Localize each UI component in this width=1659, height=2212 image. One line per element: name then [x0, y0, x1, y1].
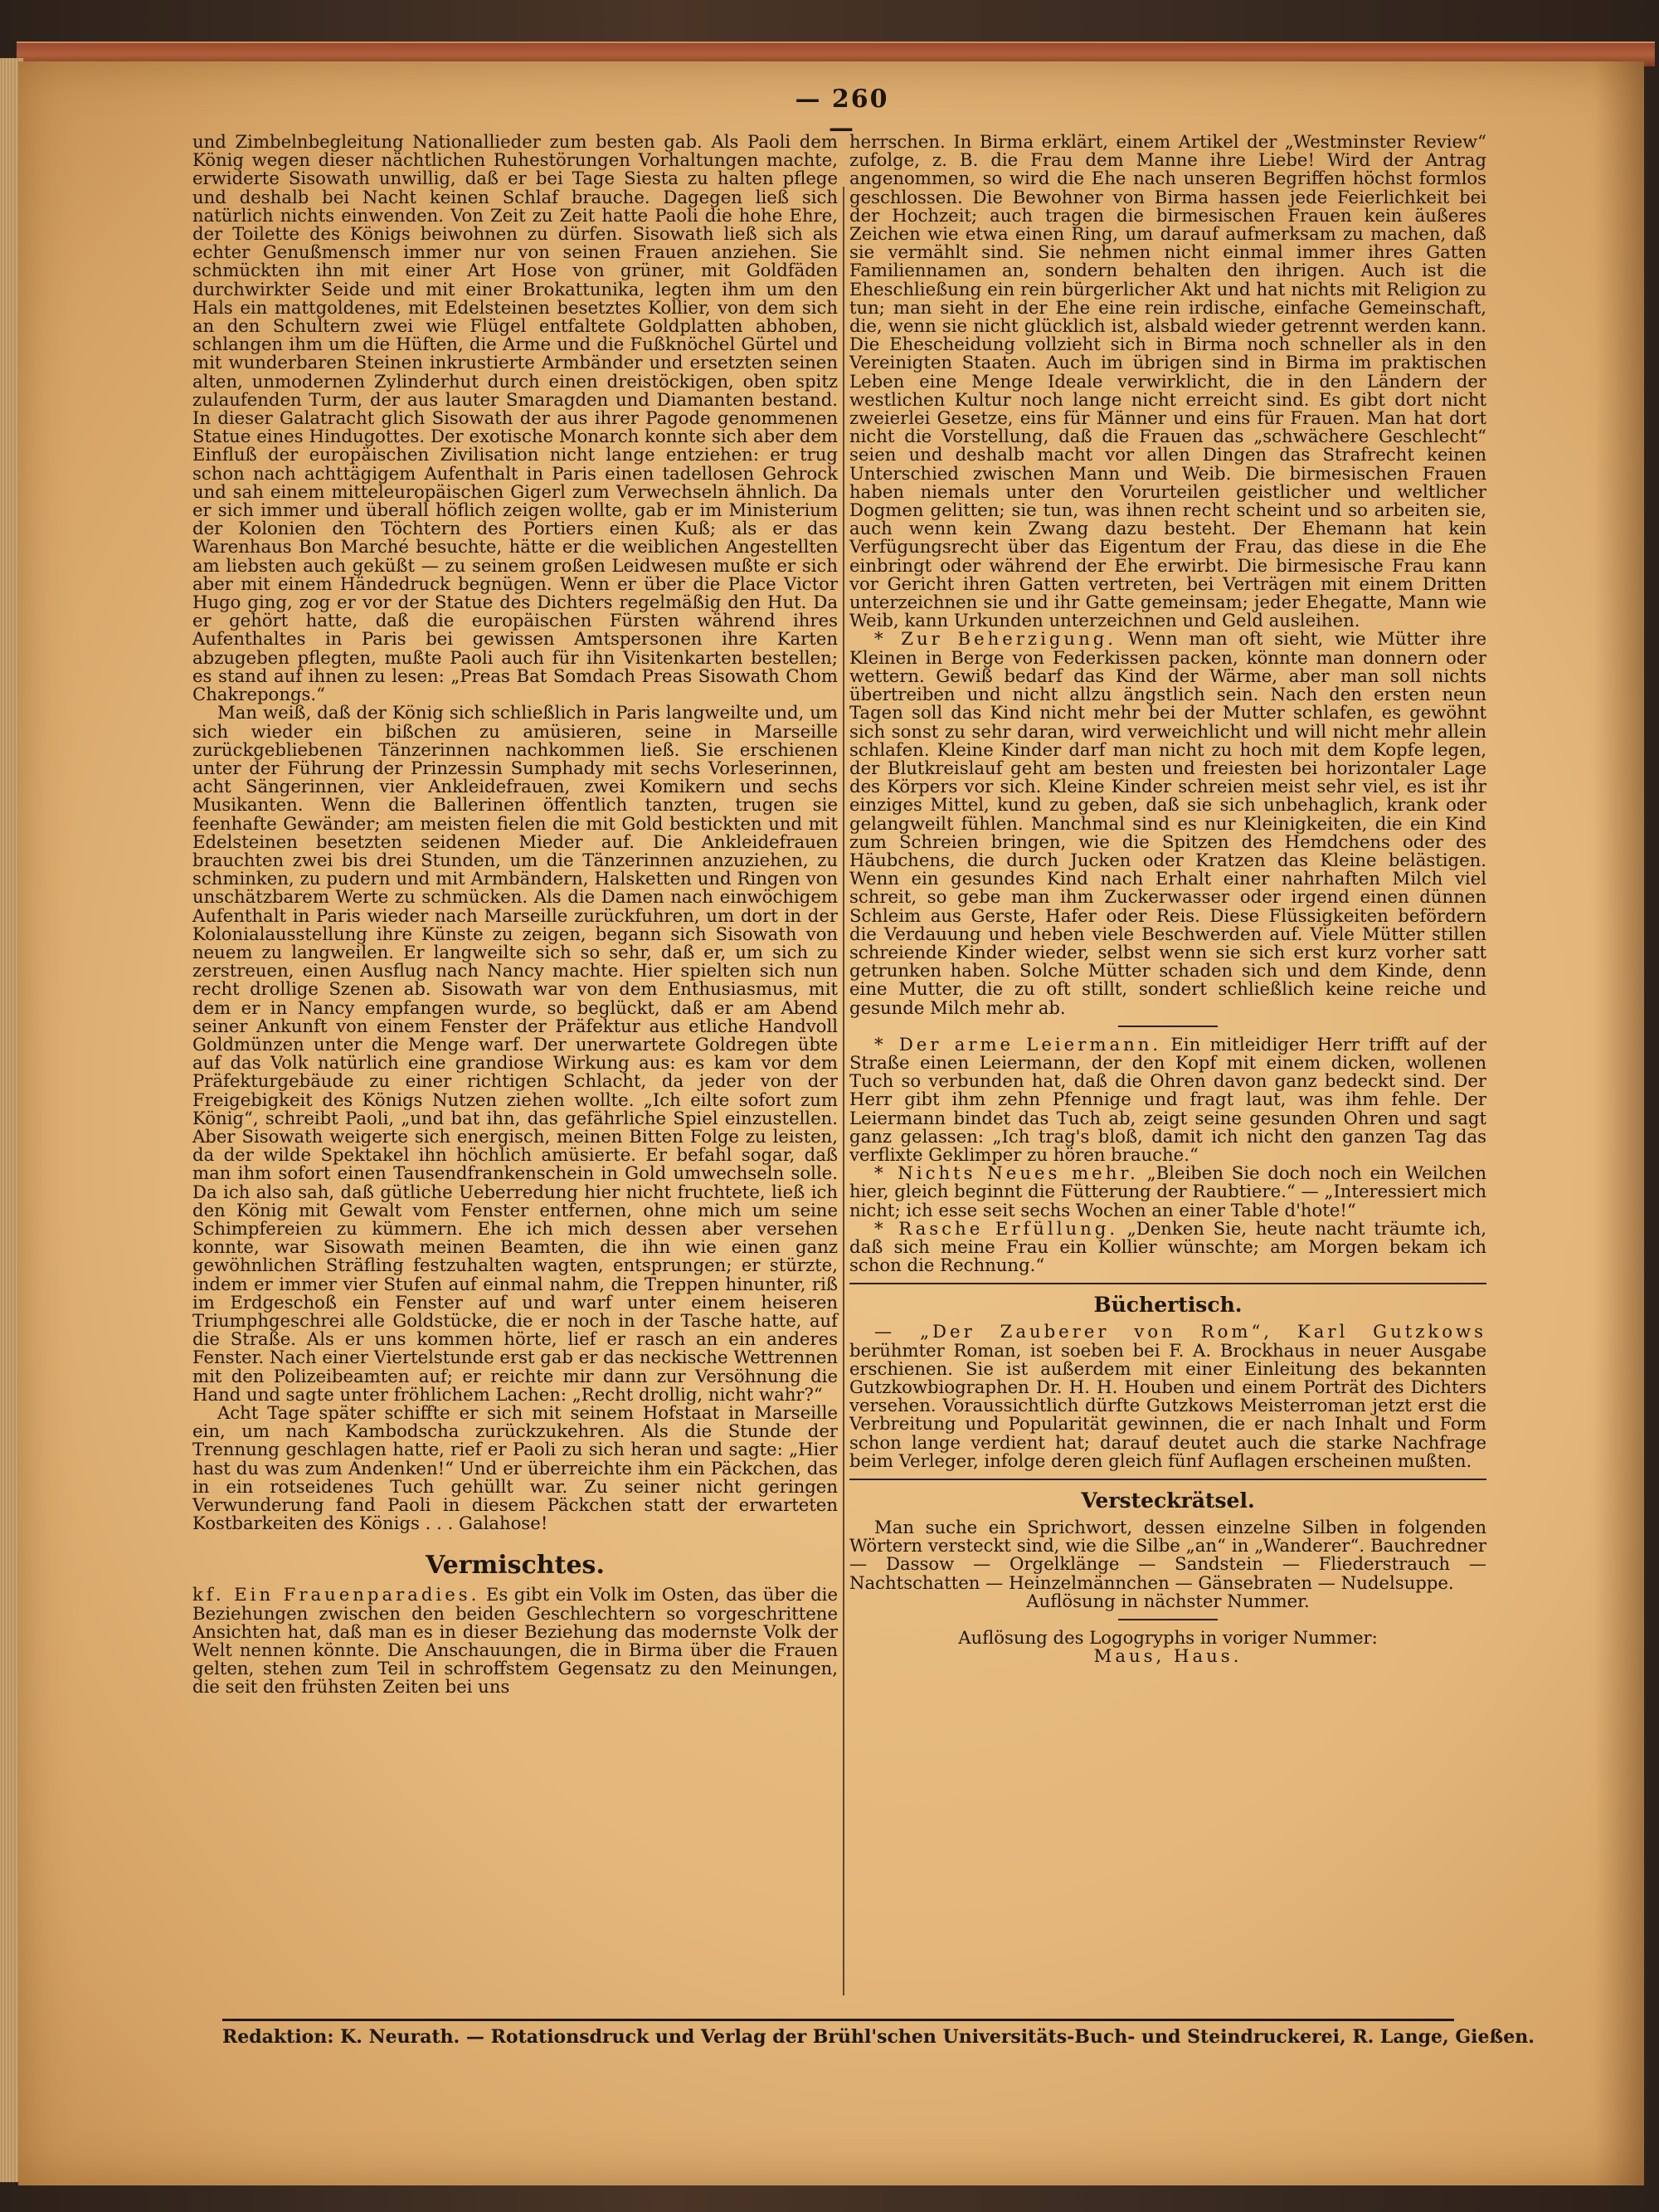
vermischtes-continued: herrschen. In Birma erklärt, einem Artikel der „Westminster Review“ zufolge, z. B. die Frau dem Manne ihre Liebe! Wird der Antrag angenommen, so wird die Ehe nach unseren Begriffen höchst formlos geschlossen. Die Bewohner von Birma hassen jede Feierlichkeit bei der Hochzeit; auch tragen die birmesischen Frauen kein äußeres Zeichen wie etwa einen Ring, um darauf aufmerksam zu machen, daß sie vermählt sind. Sie nehmen nicht einmal immer ihres Gatten Familiennamen an, sondern behalten den ihrigen. Auch ist die Eheschließung ein rein bürgerlicher Akt und hat nichts mit Religion zu tun; man sieht in der Ehe eine rein irdische, einfache Gemeinschaft, die, wenn sie nicht glücklich ist, alsbald wieder getrennt werden kann. Die Ehescheidung vollzieht sich in Birma noch schneller als in den Vereinigten Staaten. Auch im übrigen sind in Birma im praktischen Leben eine Menge Ideale verwirklicht, die in den Ländern der westlichen Kultur noch lange nicht erreicht sind. Es gibt dort nicht zweierlei Gesetze, eins für Männer und eins für Frauen. Man hat dort nicht die Vorstellung, daß die Frauen das „schwächere Geschlecht“ seien und deshalb macht vor allen Dingen das Strafrecht keinen Unterschied zwischen Mann und Weib. Die birmesischen Frauen haben niemals unter den Vorurteilen geistlicher und weltlicher Dogmen gelitten; sie tun, was ihnen recht scheint und so arbeiten sie, auch wenn kein Zwang dazu besteht. Der Ehemann hat kein Verfügungsrecht über das Eigentum der Frau, das diese in die Ehe einbringt oder während der Ehe erwirbt. Die birmesische Frau kann vor Gericht ihren Gatten vertreten, bei Verträgen mit einem Dritten unterzeichnen sie und ihr Gatte gemeinsam; jeder Ehegatte, Mann wie Weib, kann Urkunden unterzeichnen und Geld ausleihen.: [849, 131, 1486, 631]
item-text: „Bleiben Sie doch noch ein Weilchen hier, gleich beginnt die Fütterung der Raubtiere.“ — „Interessiert mich nicht; ich esse seit sechs Wochen an einer Table d'hote!“: [849, 1162, 1486, 1220]
left-column: [192, 133, 838, 1697]
section-heading-buechertisch: Büchertisch.: [1093, 1293, 1243, 1318]
riddle-solution: Maus, Haus.: [1093, 1645, 1243, 1667]
separator: [1118, 1619, 1218, 1620]
section-heading-raetsel: Versteckrätsel.: [1081, 1488, 1255, 1513]
page-spine-shadow: [1594, 61, 1644, 2185]
misc-item: [849, 1217, 1486, 1276]
item-text: „Denken Sie, heute nacht träumte ich, daß sich meine Frau ein Kollier wünschte; am Morgen bekam ich schon die Rechnung.“: [849, 1217, 1486, 1276]
column-divider: [843, 187, 844, 1995]
item-text: Es gibt ein Volk im Osten, das über die Beziehungen zwischen den beiden Geschlechtern so vorgeschrittene Ansichten hat, daß man es in dieser Beziehung das modernste Volk der Welt nennen könnte. Die Anschauungen, die in Birma über die Frauen gelten, stehen zum Teil in schroffstem Gegensatz zu den Meinungen, die seit den frühsten Zeiten bei uns: [192, 1584, 839, 1698]
riddle-solution-label: Auflösung des Logogryphs in voriger Nummer:: [958, 1627, 1378, 1649]
item-lead: kf. Ein Frauenparadies.: [192, 1584, 480, 1605]
vermischtes-paragraph: [192, 1586, 838, 1696]
misc-item: [849, 630, 1486, 1016]
section-heading-vermischtes: Vermischtes.: [426, 1551, 605, 1581]
section-rule: [849, 1479, 1486, 1480]
item-lead: * Der arme Leiermann.: [874, 1033, 1162, 1055]
item-lead: * Rasche Erfüllung.: [874, 1217, 1119, 1239]
misc-item: [849, 1164, 1486, 1220]
article-paragraph: Acht Tage später schiffte er sich mit seinem Hofstaat in Marseille ein, um nach Kambodscha zurückzukehren. Als die Stunde der Trennung geschlagen hatte, rief er Paoli zu sich heran und sagte: „Hier hast du was zum Andenken!“ Und er überreichte ihm ein Päckchen, das in ein rotseidenes Tuch gehüllt war. Zu seiner nicht geringen Verwunderung fand Paoli in diesem Päckchen statt der erwarteten Kostbarkeiten des Königs . . . Galahose!: [192, 1402, 838, 1534]
item-text: Wenn man oft sieht, wie Mütter ihre Kleinen in Berge von Federkissen packen, könnte man donnern oder wettern. Gewiß bedarf das Kind der Wärme, aber man soll nichts übertreiben und nicht allzu ängstlich sein. Nach den ersten neun Tagen soll das Kind nicht mehr bei der Mutter schlafen, es gewöhnt sich sonst zu sehr daran, wird verweichlicht und will nicht mehr allein schlafen. Kleine Kinder darf man nicht zu hoch mit dem Kopfe legen, der Blutkreislauf geht am besten und freiesten bei horizontaler Lage des Körpers vor sich. Kleine Kinder schreien meist sehr viel, es ist ihr einziges Mittel, kund zu geben, daß sie sich unbehaglich, krank oder gelangweilt fühlen. Manchmal sind es nur Kleinigkeiten, die ein Kind zum Schreien bringen, wie die Spitzen des Hemdchens oder des Häubchens, die durch Jucken oder Kratzen das Kleine belästigen. Wenn ein gesundes Kind nach Erhalt einer nahrhaften Milch viel schreit, so gebe man ihm Zuckerwasser oder irgend einen dünnen Schleim aus Gerste, Hafer oder Reis. Diese Flüssigkeiten befördern die Verdauung und heben viele Beschwerden auf. Viele Mütter stillen schreiende Kinder wieder, selbst wenn sie sich erst kurz vorher satt getrunken haben. Solche Mütter schaden sich und dem Kinde, denn eine Mutter, die zu oft stillt, sondert schließlich keine reiche und gesunde Milch mehr ab.: [849, 628, 1486, 1018]
section-rule: [849, 1283, 1486, 1284]
footer-rule: [222, 2019, 1454, 2021]
riddle-hint: Auflösung in nächster Nummer.: [1026, 1590, 1310, 1611]
misc-item: [849, 1035, 1486, 1164]
item-lead: * Zur Beherzigung.: [874, 628, 1117, 650]
right-column: [849, 133, 1486, 1665]
item-lead: — „Der Zauberer von Rom“, Karl Gutzkows: [874, 1321, 1486, 1342]
item-text: berühmter Roman, ist soeben bei F. A. Brockhaus in neuer Ausgabe erschienen. Sie ist außerdem mit einer Einleitung des bekannten Gutzkowbiographen Dr. H. H. Houben und einem Porträt des Dichters versehen. Voraussichtlich dürfte Gutzkows Meisterroman jetzt erst die Verbreitung und Popularität gewinnen, die er nach Inhalt und Form schon lange verdient hat; darauf deutet auch die starke Nachfrage beim Verleger, infolge deren gleich fünf Auflagen erscheinen mußten.: [849, 1339, 1486, 1471]
item-lead: * Nichts Neues mehr.: [874, 1162, 1139, 1184]
riddle-text: Man suche ein Sprichwort, dessen einzelne Silben in folgenden Wörtern versteckt sind, wie die Silbe „an“ in „Wanderer“. Bauchredner — Dassow — Orgelklänge — Sandstein — Fliederstrauch — Nachtschatten — Heinzelmännchen — Gänsebraten — Nudelsuppe.: [849, 1517, 1486, 1593]
article-paragraph: Man weiß, daß der König sich schließlich in Paris langweilte und, um sich wieder ein bißchen zu amüsieren, seine in Marseille zurückgebliebenen Tänzerinnen nachkommen ließ. Sie erschienen unter der Führung der Prinzessin Sumphady mit sechs Vorleserinnen, acht Sängerinnen, vier Ankleidefrauen, zwei Komikern und sechs Musikanten. Wenn die Ballerinen öffentlich tanzten, trugen sie feenhafte Gewänder; am meisten fielen die mit Gold bestickten und mit Edelsteinen besetzten seidenen Mieder auf. Die Ankleidefrauen brauchten zwei bis drei Stunden, um die Tänzerinnen anzuziehen, zu schminken, zu pudern und mit Armbändern, Halsketten und Ringen von unschätzbarem Werte zu schmücken. Als die Damen nach einwöchigem Aufenthalt in Paris wieder nach Marseille zurückfuhren, um dort in der Kolonialausstellung ihre Künste zu zeigen, begann sich Sisowath von neuem zu langweilen. Er langweilte sich so sehr, daß er, um sich zu zerstreuen, einen Ausflug nach Nancy machte. Hier spielten sich nun recht drollige Szenen ab. Sisowath war von dem Enthusiasmus, mit dem er in Nancy empfangen wurde, so beglückt, daß er am Abend seiner Ankunft von einem Fenster der Präfektur aus etliche Handvoll Goldmünzen unter die Menge warf. Der unerwartete Goldregen übte auf das Volk natürlich eine grandiose Wirkung aus: es kam vor dem Präfekturgebäude zu einer richtigen Schlacht, da jeder von der Freigebigkeit des Königs Nutzen ziehen wollte. „Ich eilte sofort zum König“, schreibt Paoli, „und bat ihn, das gefährliche Spiel einzustellen. Aber Sisowath weigerte sich energisch, meinen Bitten Folge zu leisten, da der wilde Spektakel ihn höchlich amüsierte. Er befahl sogar, daß man ihm sofort einen Tausendfrankenschein in Gold umwechseln solle. Da ich also sah, daß gütliche Ueberredung hier nicht fruchtete, ließ ich den König mit Gewalt vom Fenster entfernen, ohne mich um seine Schimpfereien zu kümmern. Ehe ich mich dessen aber versehen konnte, war Sisowath meinen Beamten, die ihn wie einen ganz gewöhnlichen Sträfling festzuhalten wagten, entsprungen; er stürzte, indem er immer vier Stufen auf einmal nahm, die Treppen hinunter, riß im Erdgeschoß ein Fenster auf und warf unter einem heiseren Triumphgeschrei alle Goldstücke, die er noch in der Tasche hatte, auf die Straße. Als er uns kommen hörte, lief er rasch an ein anderes Fenster. Nach einer Viertelstunde erst gab er das neckische Wettrennen mit den Polizeibeamten auf; er reichte mir dann zur Versöhnung die Hand und sagte unter fröhlichem Lachen: „Recht drollig, nicht wahr?“: [192, 702, 838, 1405]
book-review: [849, 1323, 1486, 1470]
imprint-footer: Redaktion: K. Neurath. — Rotationsdruck und Verlag der Brühl'schen Universitäts-Buch- und Steindruckerei, R. Lange, Gießen.: [222, 2026, 1535, 2048]
article-paragraph: und Zimbelnbegleitung Nationallieder zum besten gab. Als Paoli dem König wegen dieser nächtlichen Ruhestörungen Vorhaltungen machte, erwiderte Sisowath unwillig, daß er bei Tage Siesta zu halten pflege und deshalb bei Nacht keinen Schlaf brauche. Dagegen ließ sich natürlich nichts einwenden. Von Zeit zu Zeit hatte Paoli die hohe Ehre, der Toilette des Königs beiwohnen zu dürfen. Sisowath ließ sich als echter Genußmensch immer nur von seinen Frauen anziehen. Sie schmückten ihn mit einer Art Hose von grüner, mit Goldfäden durchwirkter Seide und mit einer Brokattunika, legten ihm um den Hals ein mattgoldenes, mit Edelsteinen besetztes Kollier, von dem sich an den Schultern zwei wie Flügel entfaltete Goldplatten abhoben, schlangen ihm um die Hüften, die Arme und die Fußknöchel Gürtel und mit wunderbaren Steinen inkrustierte Armbänder und ersetzten seinen alten, unmodernen Zylinderhut durch einen dreistöckigen, oben spitz zulaufenden Turm, der aus lauter Smaragden und Diamanten bestand. In dieser Galatracht glich Sisowath der aus ihrer Pagode genommenen Statue eines Hindugottes. Der exotische Monarch konnte sich aber dem Einfluß der europäischen Zivilisation nicht lange entziehen: er trug schon nach achttägigem Aufenthalt in Paris einen tadellosen Gehrock und sah einem mitteleuropäischen Gigerl zum Verwechseln ähnlich. Da er sich immer und überall höflich zeigen wollte, gab er im Ministerium der Kolonien den Töchtern des Portiers einen Kuß; als er das Warenhaus Bon Marché besuchte, hätte er die weiblichen Angestellten am liebsten auch geküßt — zu seinem großen Leidwesen mußte er sich aber mit einem Händedruck begnügen. Wenn er über die Place Victor Hugo ging, zog er vor der Statue des Dichters regelmäßig den Hut. Da er gehört hatte, daß die europäischen Fürsten während ihres Aufenthaltes in Paris bei gewissen Amtspersonen ihre Karten abzugeben pflegten, mußte Paoli auch für ihn Visitenkarten bestellen; es stand auf ihnen zu lesen: „Preas Bat Somdach Preas Sisowath Chom Chakrepongs.“: [192, 131, 838, 705]
page-number: — 260 —: [795, 85, 889, 143]
separator: [1118, 1026, 1218, 1027]
item-text: Ein mitleidiger Herr trifft auf der Straße einen Leiermann, der den Kopf mit einem dicken, wollenen Tuch so verbunden hat, daß die Ohren davon ganz bedeckt sind. Der Herr gibt ihm zehn Pfennige und fragt laut, was ihm fehle. Der Leiermann bindet das Tuch ab, zeigt seine gesunden Ohren und sagt ganz gelassen: „Ich trag's bloß, damit ich nicht den ganzen Tag das verflixte Geklimper zu hören brauche.“: [849, 1033, 1486, 1165]
